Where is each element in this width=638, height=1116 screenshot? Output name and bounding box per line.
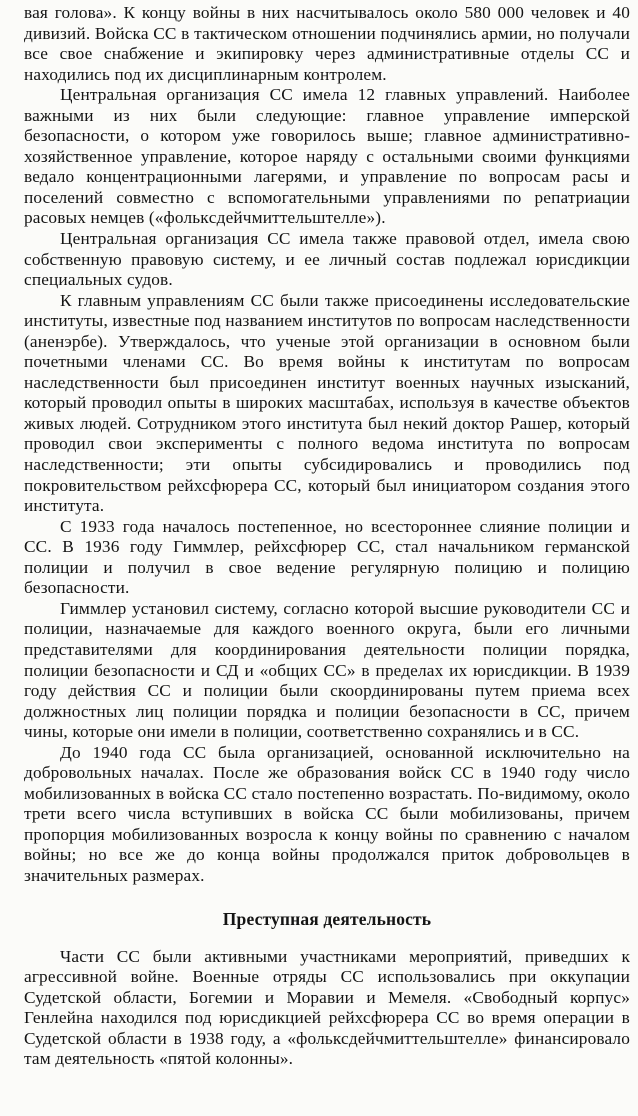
paragraph-1: вая голова». К концу войны в них насчитывалось около 580 000 человек и 40 дивизий. Войска СС в тактическом отношении подчинялись армии, но получали все свое снабжение и экипировку через административные отделы СС и находились под их дисциплинарным контролем. [24,3,630,84]
document-body [24,3,630,887]
paragraph-3: Центральная организация СС имела также правовой отдел, имела свою собственную правовую систему, и ее личный состав подлежал юрисдикции специальных судов. [24,229,630,290]
paragraph-7: До 1940 года СС была организацией, основанной исключительно на добровольных началах. После же образования войск СС в 1940 году число мобилизованных в войска СС стало постепенно возрастать. По-видимому, около трети всего числа вступивших в войска СС были мобилизованы, причем пропорция мобилизованных возросла к концу войны по сравнению с началом войны; но все же до конца войны продолжался приток добровольцев в значительных размерах. [24,742,630,885]
paragraph-5: С 1933 года началось постепенное, но всестороннее слияние полиции и СС. В 1936 году Гиммлер, рейхсфюрер СС, стал начальником германской полиции и получил в свое ведение регулярную полицию и полицию безопасности. [24,516,630,598]
paragraph-6: Гиммлер установил систему, согласно которой высшие руководители СС и полиции, назначаемые для каждого военного округа, были его личными представителями для координирования деятельности полиции порядка, полиции безопасности и СД и «общих СС» в пределах их юрисдикции. В 1939 году действия СС и полиции были скоординированы путем приема всех должностных лиц полиции порядка и полиции безопасности в СС, причем чины, которые они имели в полиции, соответственно сохранялись и в СС. [24,598,630,742]
section-paragraph-1: Части СС были активными участниками мероприятий, приведших к агрессивной войне. Военные отряды СС использовались при оккупации Судетской области, Богемии и Моравии и Мемеля. «Свободный корпус» Генлейна находился под юрисдикцией рейхсфюрера СС во время операции в Судетской области в 1938 году, а «фольксдейчмиттельштелле» финансировало там деятельность «пятой колонны». [24,946,630,1069]
section-heading: Преступная деятельность [222,908,432,929]
paragraph-2: Центральная организация СС имела 12 главных управлений. Наиболее важными из них были следующие: главное управление имперской безопасности, о котором уже говорилось выше; главное административно-хозяйственное управление, которое наряду с остальными своими функциями ведало концентрационными лагерями, и управление по вопросам расы и поселений совместно с вспомогательными управлениями по репатриации расовых немцев («фолькcдейчмиттельштелле»). [24,85,630,228]
paragraph-4: К главным управлениям СС были также присоединены исследовательские институты, известные под названием институтов по вопросам наследственности (аненэрбе). Утверждалось, что ученые этой организации в основном были почетными членами СС. Во время войны к институтам по вопросам наследственности был присоединен институт военных научных изысканий, который проводил опыты в широких масштабах, используя в качестве объектов живых людей. Сотрудником этого института был некий доктор Рашер, который проводил свои эксперименты с полного ведома института по вопросам наследственности; эти опыты субсидировались и проводились под покровительством рейхсфюрера СС, который был инициатором создания этого института. [24,290,630,516]
section-body [24,947,630,1070]
